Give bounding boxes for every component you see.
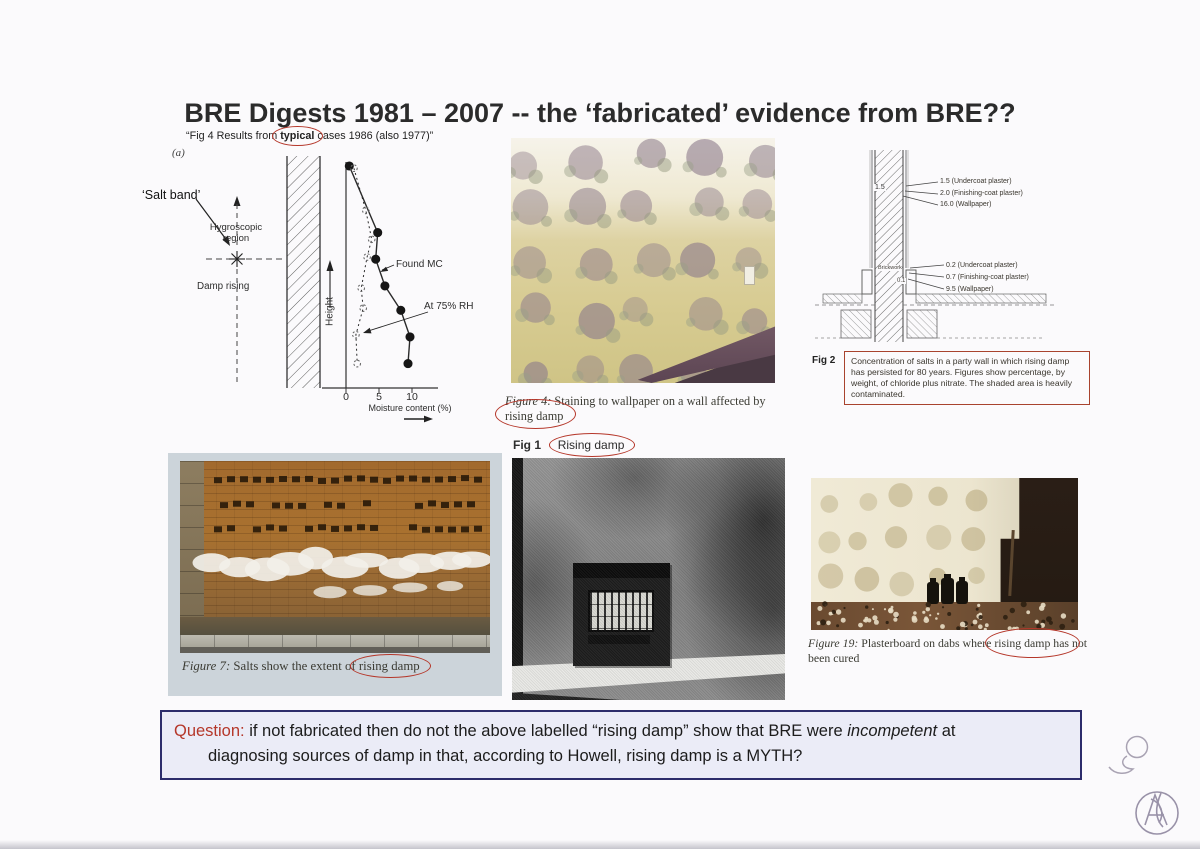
x-tick-5: 5 bbox=[376, 391, 382, 403]
figure7-card bbox=[168, 453, 502, 696]
figure19-caption bbox=[808, 636, 1100, 666]
x-tick-0: 0 bbox=[343, 391, 349, 403]
figure19-caption-text: Plasterboard on dabs where bbox=[858, 636, 995, 650]
fig1-label-row bbox=[513, 438, 624, 452]
figure19-photo bbox=[811, 478, 1078, 630]
brickwork-value: 0.1 bbox=[897, 278, 906, 284]
question-part1: if not fabricated then do not the above labelled “rising damp” show that BRE were bbox=[244, 722, 848, 740]
salt-band-label: ‘Salt band’ bbox=[142, 188, 201, 202]
question-label: Question: bbox=[174, 722, 245, 740]
fig4-header-suffix: cases 1986 (also 1977)” bbox=[314, 130, 434, 142]
figure4-photo bbox=[511, 138, 775, 383]
salt-band-star bbox=[229, 251, 245, 267]
fig4-panel-label: (a) bbox=[172, 147, 185, 159]
skirting-left bbox=[862, 270, 872, 294]
plasterboard-spots-svg bbox=[811, 478, 1078, 630]
fig4-header-prefix: “Fig 4 Results from bbox=[186, 130, 281, 142]
question-box bbox=[160, 710, 1082, 780]
figure4-caption-circled: rising damp bbox=[505, 409, 564, 423]
brickwork-label: Brickwork bbox=[878, 265, 902, 271]
pen-scribble-icon bbox=[1109, 737, 1148, 774]
figure7-caption-text: Salts show the extent of bbox=[230, 659, 359, 673]
wall-base-shadow bbox=[180, 617, 490, 635]
plaster-label-bottom-2: 0.7 (Finishing-coat plaster) bbox=[946, 274, 1029, 281]
pen-doodles bbox=[1095, 715, 1200, 840]
wall-value: 1.5 bbox=[875, 184, 885, 191]
wall-hatch bbox=[287, 156, 320, 388]
hygroscopic-region-label: Hygroscopic region bbox=[209, 222, 263, 244]
figure19-caption-circled: rising damp bbox=[994, 636, 1051, 650]
figure7-caption bbox=[182, 659, 420, 674]
plaster-label-top-2: 2.0 (Finishing-coat plaster) bbox=[940, 190, 1023, 197]
foundation-right bbox=[907, 310, 937, 338]
plaster-label-bottom-3: 9.5 (Wallpaper) bbox=[946, 286, 994, 293]
figure19-caption-figure: Figure 19: bbox=[808, 636, 859, 650]
foundation-left bbox=[841, 310, 871, 338]
x-axis-label: Moisture content (%) bbox=[368, 403, 452, 413]
floor-screed-left bbox=[823, 294, 862, 303]
floor-screed-right bbox=[916, 294, 1046, 303]
series-label-75rh: At 75% RH bbox=[424, 301, 474, 312]
road bbox=[180, 647, 490, 653]
signature-monogram-icon bbox=[1136, 792, 1178, 834]
figure4-caption bbox=[505, 394, 805, 424]
halftone-noise-overlay bbox=[512, 458, 785, 700]
x-tick-10: 10 bbox=[406, 391, 418, 403]
fig2-caption-box: Concentration of salts in a party wall in which rising damp has persisted for 80 years. Figures show percentage, by weight, of chloride plus nitrate. The shaded area is heavily contaminated. bbox=[844, 351, 1090, 405]
height-axis-label: Height bbox=[324, 297, 336, 326]
kerb bbox=[180, 635, 490, 647]
plaster-label-top-1: 1.5 (Undercoat plaster) bbox=[940, 178, 1012, 185]
figure7-caption-figure: Figure 7: bbox=[182, 659, 231, 673]
page-title: BRE Digests 1981 – 2007 -- the ‘fabricated’ evidence from BRE?? bbox=[184, 98, 1016, 129]
figure7-photo bbox=[180, 461, 490, 653]
fig4-header-circled-typical: typical bbox=[280, 130, 315, 142]
figure19-caption-suffix: has not been cured bbox=[808, 636, 1088, 665]
fig1-circled-rising-damp: Rising damp bbox=[557, 438, 625, 452]
question-line2: diagnosing sources of damp in that, according to Howell, rising damp is a MYTH? bbox=[208, 747, 803, 765]
figure4-caption-text: Staining to wallpaper on a wall affected by bbox=[551, 394, 766, 408]
wall-section-svg bbox=[815, 142, 1095, 350]
fig2-label: Fig 2 bbox=[812, 355, 836, 366]
fig4-chart-svg bbox=[140, 140, 475, 440]
party-wall-hatch bbox=[875, 150, 903, 342]
figure7-caption-circled: rising damp bbox=[358, 659, 420, 673]
series-label-found-mc: Found MC bbox=[396, 259, 443, 270]
plaster-label-top-3: 16.0 (Wallpaper) bbox=[940, 201, 992, 208]
light-switch bbox=[744, 266, 755, 285]
plaster-label-bottom-1: 0.2 (Undercoat plaster) bbox=[946, 262, 1018, 269]
damp-rising-label: Damp rising bbox=[197, 281, 250, 292]
fig1-photo bbox=[512, 458, 785, 700]
fig1-label: Fig 1 bbox=[513, 438, 542, 452]
question-part2: at bbox=[937, 722, 956, 740]
scan-bottom-edge bbox=[0, 840, 1200, 849]
question-italic: incompetent bbox=[847, 722, 938, 740]
figure4-caption-figure: Figure 4: bbox=[505, 394, 552, 408]
